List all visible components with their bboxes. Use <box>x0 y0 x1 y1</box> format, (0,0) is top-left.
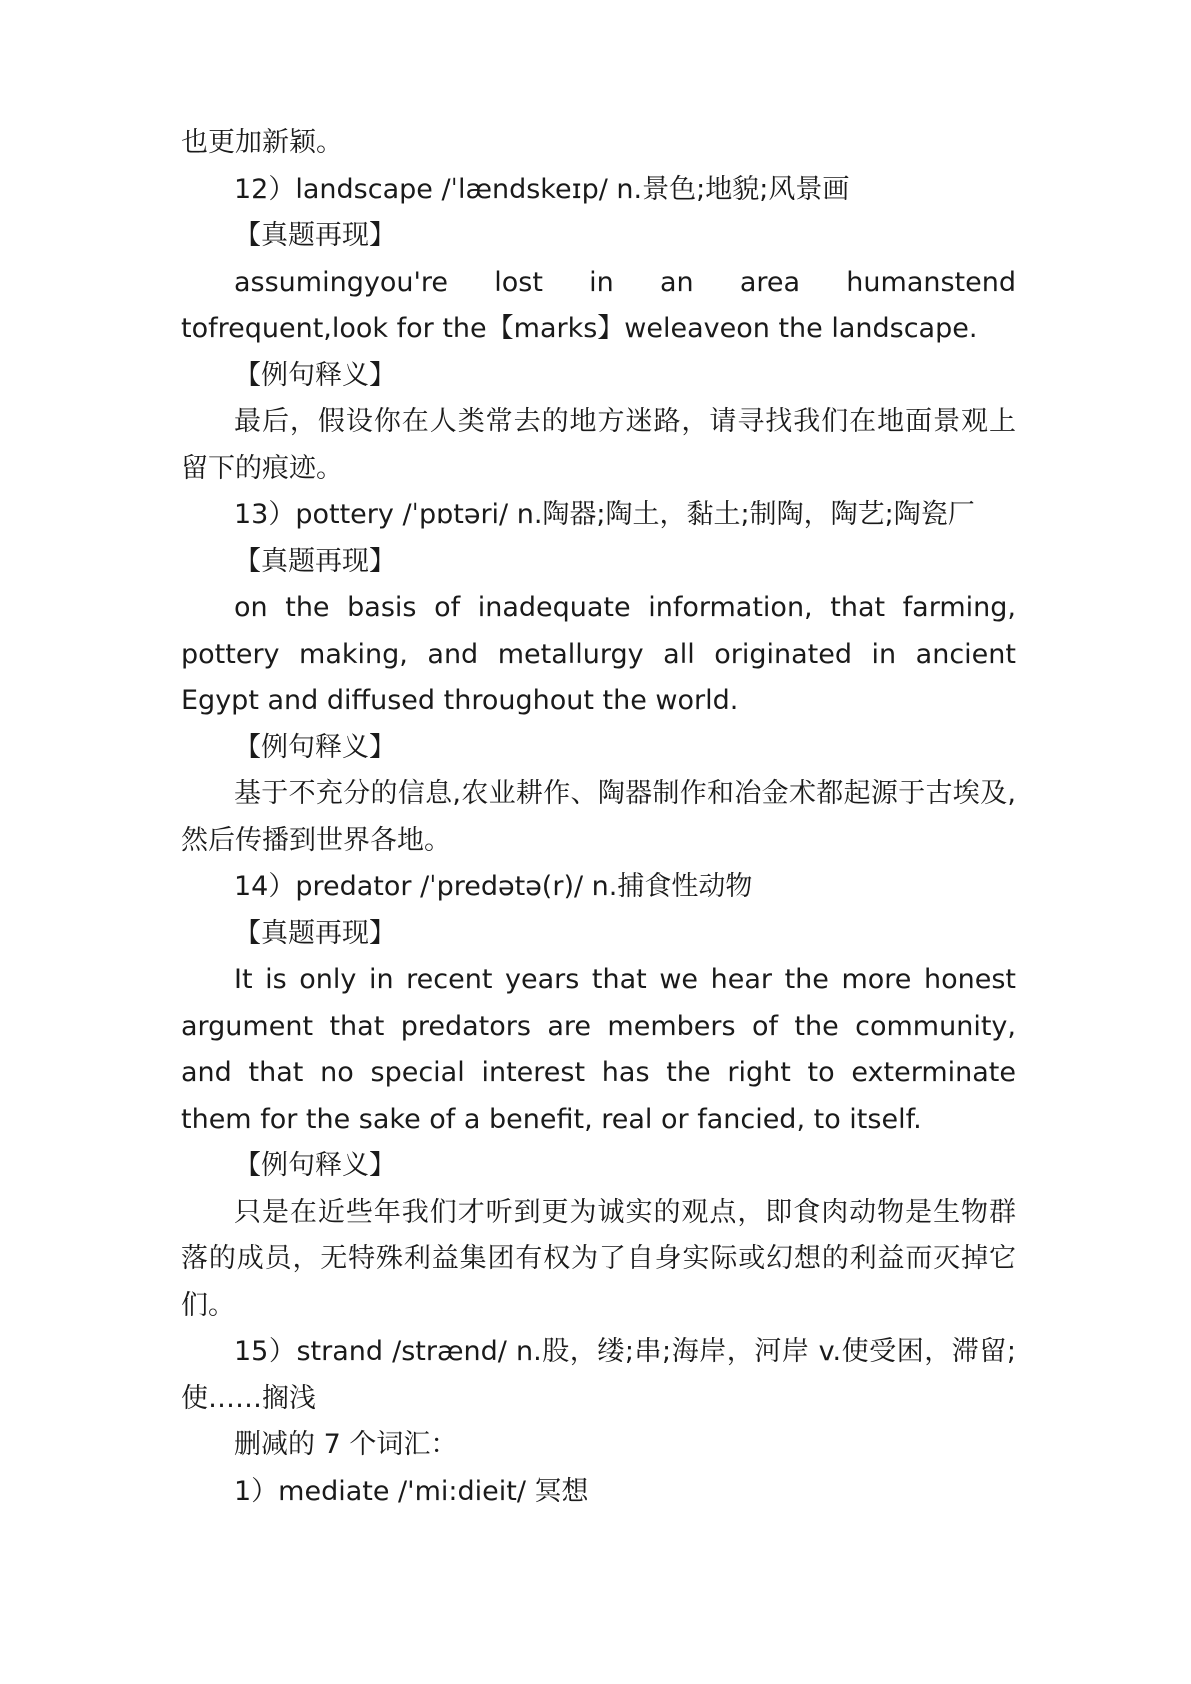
deleted-entry-1-headword: 1）mediate /'mi:dieit/ 冥想 <box>234 1475 589 1507</box>
entry-14-headword: 14）predator /ˈpredətə(r)/ n.捕食性动物 <box>234 871 753 902</box>
entry-12-exam-sentence: assumingyou're lost in an area humanstend tofrequent,look for the【marks】weleaveon the landscape. <box>181 266 1016 344</box>
entry-14-exam-sentence: It is only in recent years that we hear the more honest argument that predators are members of the community, and that no special interest has the right to exterminate them for the sake of a benefit, real or fancied, to itself. <box>181 964 1016 1135</box>
entry-13-exam-tag: 【真题再现】 <box>234 545 396 577</box>
entry-13-exam-sentence: on the basis of inadequate information, that farming, pottery making, and metallurgy all originated in ancient Egypt and diffused throughout the world. <box>181 592 1016 716</box>
entry-12-translation: 最后，假设你在人类常去的地方迷路，请寻找我们在地面景观上留下的痕迹。 <box>181 406 1016 484</box>
entry-12-headword: 12）landscape /ˈlændskeɪp/ n.景色;地貌;风景画 <box>234 173 850 205</box>
entry-15-headword: 15）strand /strænd/ n.股，缕;串;海岸，河岸 v.使受困，滞留;使……搁浅 <box>181 1336 1016 1414</box>
entry-14-translation: 只是在近些年我们才听到更为诚实的观点，即食肉动物是生物群落的成员，无特殊利益集团有权为了自身实际或幻想的利益而灭掉它们。 <box>181 1196 1016 1321</box>
entry-14-exam-tag: 【真题再现】 <box>234 917 396 949</box>
entry-12-translation-tag: 【例句释义】 <box>234 359 396 391</box>
deleted-words-title: 删减的 7 个词汇： <box>234 1429 458 1460</box>
entry-14-translation-tag: 【例句释义】 <box>234 1150 396 1181</box>
entry-12-exam-tag: 【真题再现】 <box>234 220 396 251</box>
continued-text: 也更加新颖。 <box>181 127 343 158</box>
entry-13-translation: 基于不充分的信息,农业耕作、陶器制作和冶金术都起源于古埃及,然后传播到世界各地。 <box>181 778 1016 856</box>
entry-13-translation-tag: 【例句释义】 <box>234 731 396 763</box>
entry-13-headword: 13）pottery /ˈpɒtəri/ n.陶器;陶土，黏土;制陶，陶艺;陶瓷厂 <box>234 499 975 530</box>
document-page <box>181 120 1016 1515</box>
